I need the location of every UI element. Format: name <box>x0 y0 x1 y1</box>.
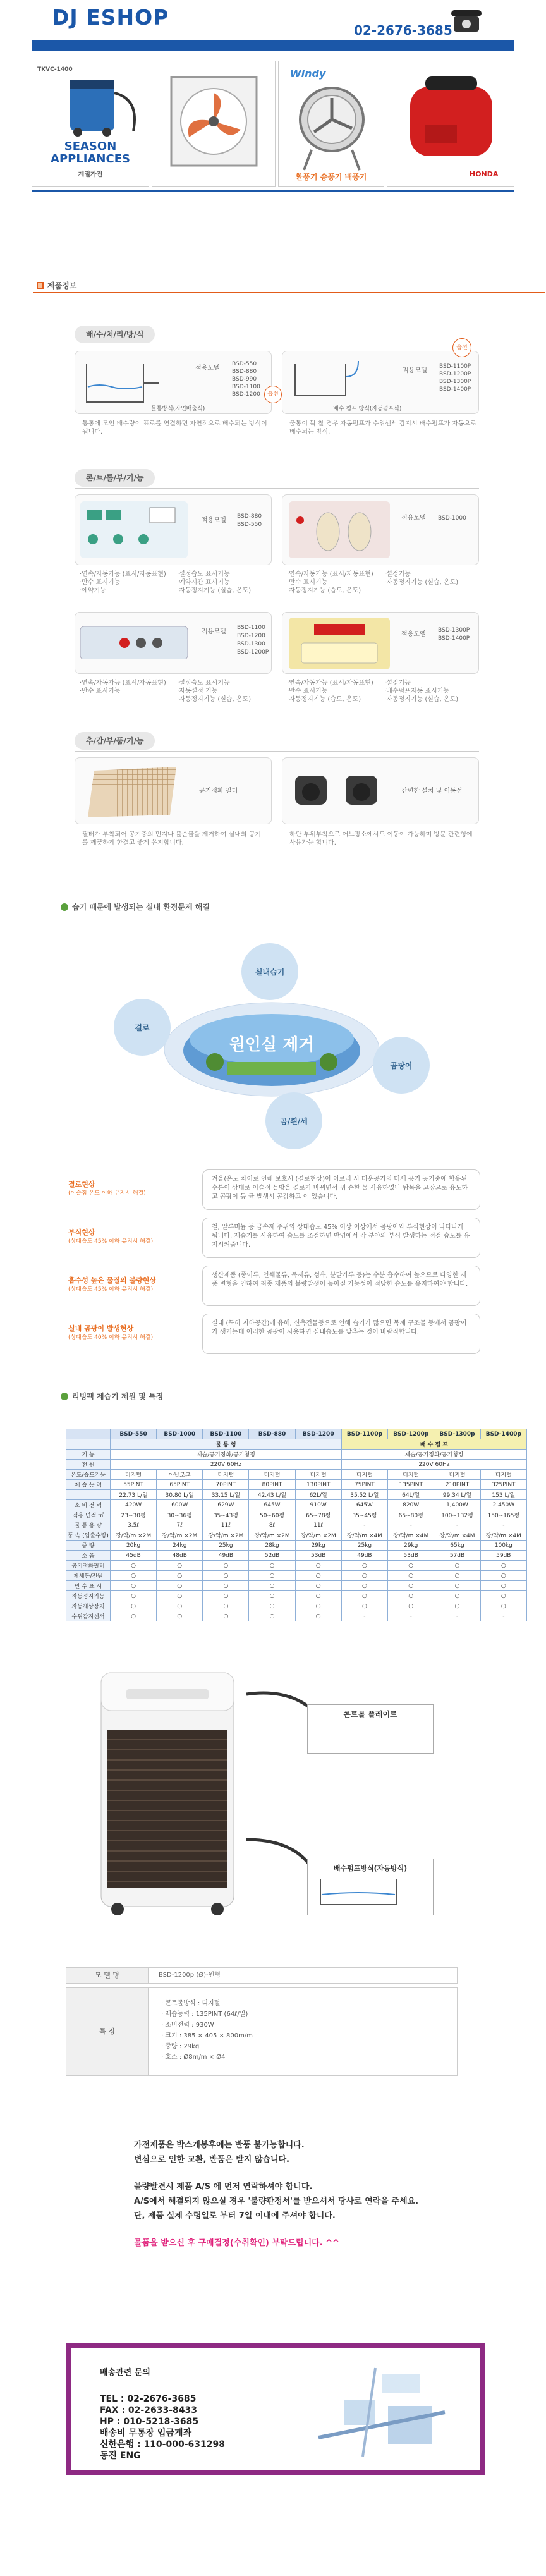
spec-cell: 디지털 <box>295 1470 341 1480</box>
spec-cell: 30.80 L/일 <box>157 1490 203 1500</box>
spec-cell: 디지털 <box>388 1470 434 1480</box>
category-control: 콘/트/롤/부/기/능 <box>75 469 155 487</box>
spec-cell: 629W <box>203 1500 249 1510</box>
spec-cell: 150~165평 <box>480 1510 526 1520</box>
spec-cell: ○ <box>388 1601 434 1611</box>
spec-row <box>66 1581 527 1591</box>
spec-cell: 제습/공기정화/공기청정 <box>341 1450 526 1460</box>
spec-row-label: 소 비 전 력 <box>66 1500 111 1510</box>
spec-row-label: 자동정지기능 <box>66 1591 111 1601</box>
callout-control-plate: 콘트롤 플레이트 <box>307 1704 434 1754</box>
problem-text: 실내 (특히 지하공간)에 유해, 신축건물등으로 인해 습기가 많으면 목재 구조물 등에서 곰팡이가 생기는데 이러한 곰팡이 사용하면 실내습도를 낮추는 것이 바람직합니다. <box>202 1314 480 1354</box>
spec-cell: ○ <box>249 1591 295 1601</box>
spec-cell: 325PINT <box>480 1480 526 1490</box>
drain-note: 물통이 꽉 찰 경우 자동펌프가 수위센서 감지시 배수펌프가 자동으로 배수되는 방식. <box>289 420 476 436</box>
spec-cell: ○ <box>388 1571 434 1581</box>
spec-cell: 29kg <box>388 1541 434 1551</box>
spec-cell: 35~43평 <box>203 1510 249 1520</box>
spec-cell: ○ <box>249 1601 295 1611</box>
spec-cell: ○ <box>434 1581 480 1591</box>
spec-cell: - <box>388 1520 434 1530</box>
spec-cell: 100kg <box>480 1541 526 1551</box>
spec-cell: 23~30평 <box>111 1510 157 1520</box>
spec-col-header: BSD-1300p <box>434 1429 480 1439</box>
spec-col-header: BSD-550 <box>111 1429 157 1439</box>
diagram-bubble: 곰/흰/세 <box>265 1092 322 1149</box>
spec-row <box>66 1551 527 1561</box>
spec-cell: ○ <box>111 1581 157 1591</box>
spec-cell: ○ <box>341 1561 387 1571</box>
diagram-bubble: 결로 <box>114 999 171 1056</box>
spec-cell: 강/약/m ×2M <box>203 1530 249 1541</box>
spec-cell: 24kg <box>157 1541 203 1551</box>
spec-cell: ○ <box>295 1571 341 1581</box>
control-card-2 <box>282 494 479 565</box>
spec-cell: 강/약/m ×2M <box>249 1530 295 1541</box>
model-list: BSD-880 BSD-550 <box>237 513 262 528</box>
info-row-model: 모 델 명 BSD-1200p (Ø)-원형 <box>66 1967 458 1984</box>
spec-cell: 820W <box>388 1500 434 1510</box>
spec-cell: 62L/일 <box>295 1490 341 1500</box>
spec-cell: ○ <box>249 1571 295 1581</box>
category-rule <box>75 488 479 489</box>
banner-caption: APPLIANCES <box>51 152 130 166</box>
spec-cell: 제습/공기정화/공기청정 <box>111 1450 342 1460</box>
industrial-fan-image <box>152 61 276 187</box>
spec-row <box>66 1611 527 1621</box>
spec-cell: 2,450W <box>480 1500 526 1510</box>
spec-cell: 디지털 <box>203 1470 249 1480</box>
part-card-filter <box>75 757 272 824</box>
spec-cell: ○ <box>341 1581 387 1591</box>
spec-row-label: 만 수 표 시 <box>66 1581 111 1591</box>
spec-cell: 55PINT <box>111 1480 157 1490</box>
problem-text: 철, 알루미늄 등 금속재 주위의 상대습도 45% 이상 이상에서 곰팡이와 부식현상이 나타나게 됩니다. 제습기를 사용하여 습도를 조절하면 반영에서 각 분야의 부식 발생하는 적절 습도를 유지시켜줍니다. <box>202 1218 480 1258</box>
spec-cell: 아날로그 <box>157 1470 203 1480</box>
section-bullet-icon <box>61 903 68 911</box>
spec-cell: ○ <box>434 1561 480 1571</box>
spec-cell: - <box>341 1611 387 1621</box>
spec-cell: 강/약/m ×2M <box>295 1530 341 1541</box>
spec-cell: 42.43 L/일 <box>249 1490 295 1500</box>
spec-cell: ○ <box>341 1571 387 1581</box>
spec-cell: ○ <box>203 1571 249 1581</box>
spec-cell: 53dB <box>295 1551 341 1561</box>
feature-list: ·설정습도 표시기능 ·예약시간 표시기능 ·자동정지기능 (실습, 온도) <box>177 571 252 594</box>
category-drain: 배/수/처/리/방/식 <box>75 326 155 343</box>
spec-cell: 135PINT <box>388 1480 434 1490</box>
banner-honda[interactable] <box>387 61 514 187</box>
location-map-image <box>306 2362 458 2463</box>
spec-cell: 645W <box>341 1500 387 1510</box>
spec-cell: 25kg <box>341 1541 387 1551</box>
spec-row-label: 기 능 <box>66 1450 111 1460</box>
control-card-3 <box>75 612 272 674</box>
diagram-center: 원인실 제거 <box>229 1035 315 1054</box>
spec-col-header: BSD-1400p <box>480 1429 526 1439</box>
feature-list: ·연속/자동가능 (표시/자동표현) ·만수 표시기능 ·자동정지기능 (습도, 온도) <box>287 680 373 703</box>
spec-cell: ○ <box>111 1591 157 1601</box>
spec-cell: 645W <box>249 1500 295 1510</box>
blower-fan-image <box>279 61 384 187</box>
spec-cell: 50~60평 <box>249 1510 295 1520</box>
section-rule <box>33 292 545 293</box>
windy-logo: Windy <box>290 68 326 80</box>
spec-cell: 75PINT <box>341 1480 387 1490</box>
spec-cell: 420W <box>111 1500 157 1510</box>
spec-cell: - <box>388 1611 434 1621</box>
spec-row <box>66 1601 527 1611</box>
spec-cell: 22.73 L/일 <box>111 1490 157 1500</box>
spec-cell: 52dB <box>249 1551 295 1561</box>
drain-mode-label: 물통방식(자연배출식) <box>151 406 205 412</box>
info-row-features: 특 징 · 콘트롤방식 : 디지털 · 제습능력 : 135PINT (64ℓ/일) · 소비전력 : 930W · 크기 : 385 × 405 × 800m/m · 중량 : 29kg · 호스 : Ø8m/m × Ø4 <box>66 1987 458 2076</box>
feature-list: ·연속/자동가능 (표시/자동표현) ·만수 표시기능 <box>80 680 166 695</box>
spec-cell: ○ <box>295 1611 341 1621</box>
spec-row <box>66 1510 527 1520</box>
drain-mode-label: 배수 펌프 방식(자동펌프식) <box>333 406 402 412</box>
spec-cell: 220V 60Hz <box>111 1460 342 1470</box>
feature-list: ·설정기능 ·배수펌프자동 표시기능 ·자동정지기능 (실습, 온도) <box>384 680 459 703</box>
model-label: 적용모델 <box>401 631 426 638</box>
spec-cell: 65kg <box>434 1541 480 1551</box>
spec-row <box>66 1591 527 1601</box>
spec-cell: ○ <box>480 1601 526 1611</box>
spec-cell: 디지털 <box>249 1470 295 1480</box>
spec-row <box>66 1480 527 1490</box>
spec-cell: ○ <box>203 1611 249 1621</box>
category-parts: 추/감/부/품/기/능 <box>75 732 155 750</box>
spec-cell: ○ <box>480 1591 526 1601</box>
spec-cell: - <box>480 1520 526 1530</box>
spec-cell: ○ <box>157 1581 203 1591</box>
digital-panel-image <box>80 626 188 659</box>
spec-cell: ○ <box>388 1581 434 1591</box>
banner-model: TKVC-1400 <box>37 66 73 73</box>
spec-cell: ○ <box>111 1571 157 1581</box>
spec-cell: ○ <box>480 1581 526 1591</box>
telephone-icon <box>450 8 483 33</box>
spec-row-label <box>66 1439 111 1450</box>
banner-caption: SEASON <box>64 140 117 153</box>
callout-drain-pump: 배수펌프방식(자동방식) <box>307 1859 434 1915</box>
problem-title: 부식현상 (상대습도 45% 이하 유지시 해결) <box>68 1228 154 1245</box>
spec-cell: ○ <box>111 1601 157 1611</box>
spec-cell: 35~45평 <box>341 1510 387 1520</box>
spec-row-label: 물 통 용 량 <box>66 1520 111 1530</box>
drain-note: 통통에 모인 배수량이 표로를 연결하면 자연적으로 배수되는 방식이 됩니다. <box>82 420 267 436</box>
spec-cell: ○ <box>157 1591 203 1601</box>
spec-cell: 1,400W <box>434 1500 480 1510</box>
spec-cell: 49dB <box>203 1551 249 1561</box>
spec-row <box>66 1470 527 1480</box>
filter-image <box>82 764 183 819</box>
spec-cell: ○ <box>203 1601 249 1611</box>
model-label: 적용모델 <box>202 628 226 635</box>
spec-cell: 49dB <box>341 1551 387 1561</box>
spec-row-label: 적용 면적 ㎡ <box>66 1510 111 1520</box>
spec-col-header: BSD-1100p <box>341 1429 387 1439</box>
spec-cell: - <box>341 1520 387 1530</box>
option-badge: 옵션 <box>452 338 471 357</box>
contact-title: 배송관련 문의 <box>100 2368 150 2378</box>
dehumidifier-image <box>88 1666 253 1919</box>
spec-col-header: BSD-1100 <box>203 1429 249 1439</box>
spec-cell: ○ <box>157 1601 203 1611</box>
spec-cell: ○ <box>111 1561 157 1571</box>
banner-windy[interactable] <box>278 61 384 187</box>
spec-cell: ○ <box>434 1591 480 1601</box>
spec-row-label: 중 량 <box>66 1541 111 1551</box>
spec-cell: ○ <box>249 1611 295 1621</box>
spec-cell: ○ <box>249 1561 295 1571</box>
spec-cell: 910W <box>295 1500 341 1510</box>
spec-cell: 디지털 <box>434 1470 480 1480</box>
drain-card-pump <box>282 351 479 414</box>
spec-cell: 65PINT <box>157 1480 203 1490</box>
header-phone: 02-2676-3685 <box>354 23 452 38</box>
control-card-4 <box>282 612 479 674</box>
spec-table <box>66 1429 527 1621</box>
header-bar <box>32 40 514 51</box>
spec-cell: 30~36평 <box>157 1510 203 1520</box>
spec-cell: ○ <box>295 1581 341 1591</box>
spec-cell: 35.52 L/일 <box>341 1490 387 1500</box>
spec-col-header: BSD-880 <box>249 1429 295 1439</box>
diagram-bubble: 곰팡이 <box>373 1037 430 1094</box>
led-panel-image <box>289 618 390 669</box>
spec-cell: ○ <box>341 1601 387 1611</box>
spec-cell: - <box>434 1520 480 1530</box>
problem-title: 실내 곰팡이 발생현상 (상대습도 40% 이하 유지시 해결) <box>68 1324 154 1341</box>
spec-cell: 64L/일 <box>388 1490 434 1500</box>
part-name: 간편한 설치 및 이동성 <box>401 788 463 795</box>
banner-fan[interactable] <box>152 61 276 187</box>
spec-corner <box>66 1429 111 1439</box>
spec-cell: ○ <box>157 1611 203 1621</box>
spec-cell: 디지털 <box>341 1470 387 1480</box>
spec-cell: 48dB <box>157 1551 203 1561</box>
spec-cell: 59dB <box>480 1551 526 1561</box>
contact-box <box>66 2343 485 2475</box>
drain-card-bucket <box>75 351 272 414</box>
spec-cell: ○ <box>295 1591 341 1601</box>
spec-cell: 28kg <box>249 1541 295 1551</box>
spec-cell: 강/약/m ×4M <box>388 1530 434 1541</box>
spec-cell: ○ <box>203 1561 249 1571</box>
spec-row-label: 소 음 <box>66 1551 111 1561</box>
spec-row <box>66 1500 527 1510</box>
model-label: 적용모델 <box>195 365 220 372</box>
spec-cell: ○ <box>295 1561 341 1571</box>
spec-cell: ○ <box>434 1601 480 1611</box>
spec-row <box>66 1541 527 1551</box>
spec-col-header: BSD-1200p <box>388 1429 434 1439</box>
spec-cell: ○ <box>203 1591 249 1601</box>
contact-lines: TEL : 02-2676-3685 FAX : 02-2633-8433 HP : 010-5218-3685 배송비 무통장 입금계좌 신한은행 : 110-000-631298 동진 ENG <box>100 2394 225 2461</box>
spec-row <box>66 1520 527 1530</box>
spec-cell: ○ <box>480 1561 526 1571</box>
spec-row-label: 공기정화필터 <box>66 1561 111 1571</box>
spec-cell: ○ <box>434 1571 480 1581</box>
spec-cell: 65~80평 <box>388 1510 434 1520</box>
spec-cell: 25kg <box>203 1541 249 1551</box>
problem-title: 결로현상 (이슬점 온도 이하 유지시 해결) <box>68 1180 146 1197</box>
section-title-product-info: 제품정보 <box>37 280 76 291</box>
spec-cell: ○ <box>341 1591 387 1601</box>
spec-cell: ○ <box>249 1581 295 1591</box>
spec-cell: ○ <box>111 1611 157 1621</box>
spec-cell: 65~78평 <box>295 1510 341 1520</box>
spec-cell: ○ <box>203 1581 249 1591</box>
part-note: 하단 부위부착으로 어느장소에서도 이동이 가능하며 방문 관련형에 사용가능 합니다. <box>289 831 473 846</box>
spec-row-label: 자동제상장치 <box>66 1601 111 1611</box>
problem-text: 생산제품 (종이류, 인쇄물류, 목재류, 섬유, 분말가루 등)는 수분 흡수하여 높으므로 다양한 제품 변형을 인하여 최종 제품의 불량발생이 높아질 가능성이 적당한 습도를 유지하여야 합니다. <box>202 1266 480 1306</box>
control-card-1 <box>75 494 272 565</box>
banner-vacuum[interactable] <box>32 61 149 187</box>
model-label: 적용모델 <box>401 515 426 522</box>
spec-row <box>66 1571 527 1581</box>
spec-cell: 8ℓ <box>249 1520 295 1530</box>
model-list: BSD-1100 BSD-1200 BSD-1300 BSD-1200P <box>237 625 269 656</box>
spec-cell: 강/약/m ×2M <box>157 1530 203 1541</box>
spec-cell: 강/약/m ×4M <box>341 1530 387 1541</box>
diagram-bubble: 실내습기 <box>241 943 298 1000</box>
spec-cell: 80PINT <box>249 1480 295 1490</box>
caster-wheel-image <box>289 769 390 814</box>
option-badge: 옵션 <box>264 386 282 403</box>
banner-caption: 환풍기 송풍기 배풍기 <box>295 173 367 181</box>
spec-cell: 210PINT <box>434 1480 480 1490</box>
spec-cell: 45dB <box>111 1551 157 1561</box>
spec-col-header: BSD-1000 <box>157 1429 203 1439</box>
model-list: BSD-1300P BSD-1400P <box>438 627 470 642</box>
spec-cell: ○ <box>388 1591 434 1601</box>
spec-row-label: 수위감지센서 <box>66 1611 111 1621</box>
spec-cell: 3.5ℓ <box>111 1520 157 1530</box>
banner-divider <box>32 190 514 192</box>
model-label: 적용모델 <box>202 517 226 524</box>
control-panel-image <box>80 501 188 558</box>
spec-cell: 디지털 <box>111 1470 157 1480</box>
spec-row-label: 온도/습도기능 <box>66 1470 111 1480</box>
feature-list: ·설정습도 표시기능 ·자동설정 기능 ·자동정지기능 (실습, 온도) <box>177 680 252 703</box>
bucket-diagram <box>80 358 162 410</box>
spec-cell: 99.34 L/일 <box>434 1490 480 1500</box>
spec-cell: 53dB <box>388 1551 434 1561</box>
model-list: BSD-1000 <box>438 515 466 522</box>
spec-cell: 57dB <box>434 1551 480 1561</box>
site-logo[interactable]: DJ ESHOP <box>52 5 169 30</box>
spec-cell: 130PINT <box>295 1480 341 1490</box>
spec-cell: 153 L/일 <box>480 1490 526 1500</box>
spec-cell: 29kg <box>295 1541 341 1551</box>
spec-row <box>66 1530 527 1541</box>
spec-cell: 100~132평 <box>434 1510 480 1520</box>
spec-row-label: 전 원 <box>66 1460 111 1470</box>
section-bullet-icon <box>61 1393 68 1400</box>
spec-row-label: 제 습 능 력 <box>66 1480 111 1490</box>
spec-cell: 강/약/m ×2M <box>111 1530 157 1541</box>
model-label: 적용모델 <box>403 367 427 374</box>
spec-cell: 20kg <box>111 1541 157 1551</box>
generator-image <box>387 61 514 187</box>
spec-cell: ○ <box>388 1561 434 1571</box>
spec-row-label <box>66 1490 111 1500</box>
spec-cell: 70PINT <box>203 1480 249 1490</box>
spec-col-header: BSD-1200 <box>295 1429 341 1439</box>
spec-cell: 11ℓ <box>295 1520 341 1530</box>
dial-panel-image <box>289 501 390 558</box>
honda-logo: HONDA <box>470 170 499 178</box>
spec-group: 배 수 펌 프 <box>341 1439 526 1450</box>
spec-cell: ○ <box>480 1571 526 1581</box>
spec-cell: ○ <box>295 1601 341 1611</box>
feature-list: ·연속/자동가능 (표시/자동표현) ·만수 표시기능 ·예약기능 <box>80 571 166 594</box>
feature-list: ·연속/자동가능 (표시/자동표현) ·만수 표시기능 ·자동정지기능 (습도, 온도) <box>287 571 373 594</box>
section-square-icon <box>37 282 44 289</box>
spec-cell: 11ℓ <box>203 1520 249 1530</box>
spec-cell: 강/약/m ×4M <box>434 1530 480 1541</box>
part-card-wheel <box>282 757 479 824</box>
spec-cell: ○ <box>157 1571 203 1581</box>
spec-row <box>66 1561 527 1571</box>
spec-cell: 600W <box>157 1500 203 1510</box>
model-list: BSD-550 BSD-880 BSD-990 BSD-1100 BSD-1200 <box>232 361 260 398</box>
spec-cell: 7ℓ <box>157 1520 203 1530</box>
part-name: 공기정화 필터 <box>199 788 238 795</box>
banner-caption: 계절가전 <box>78 171 103 178</box>
section-title-humidity: 습기 때문에 발생되는 실내 환경문제 해결 <box>61 901 210 912</box>
section-title-spec: 리빙팩 제습기 제원 및 특징 <box>61 1391 163 1401</box>
problem-title: 흡수성 높은 물질의 불량현상 (상대습도 45% 이하 유지시 해결) <box>68 1276 156 1293</box>
part-note: 필터가 부착되어 공기중의 먼지나 불순물을 제거하여 실내의 공기를 깨끗하게 한결고 좋게 유지합니다. <box>82 831 262 846</box>
feature-list: ·설정기능 ·자동정지기능 (실습, 온도) <box>384 571 459 586</box>
spec-group: 물 통 형 <box>111 1439 342 1450</box>
spec-row-label: 풍 속 (입출수량) <box>66 1530 111 1541</box>
spec-cell: 220V 60Hz <box>341 1460 526 1470</box>
spec-cell: ○ <box>157 1561 203 1571</box>
pump-diagram <box>289 358 365 402</box>
spec-cell: - <box>434 1611 480 1621</box>
spec-cell: 디지털 <box>480 1470 526 1480</box>
spec-row-label: 제세동/전원 <box>66 1571 111 1581</box>
pump-mini-diagram <box>308 1873 434 1911</box>
notice-block: 가전제품은 박스개봉후에는 반품 불가능합니다. 변심으로 인한 교환, 반품은 받지 않습니다. 불량발견시 제품 A/S 에 먼저 연락하셔야 합니다. A/S에서 해결되지 않으실 경우 '불량판정서'를 받으셔서 당사로 연락을 주세요. 단, 제품 실제 수령일로 부터 7일 이내에 주셔야 합니다. 물품을 받으신 후 구매결정(수취확인) 부탁드립니다. ^^ <box>134 2140 419 2248</box>
spec-cell: 강/약/m ×4M <box>480 1530 526 1541</box>
model-list: BSD-1100P BSD-1200P BSD-1300P BSD-1400P <box>439 363 471 393</box>
category-rule <box>75 751 479 752</box>
spec-row <box>66 1490 527 1500</box>
spec-cell: - <box>480 1611 526 1621</box>
problem-text: 겨울(온도 차이로 인해 보호시 (결로현상)이 이르러 시 더운공기의 미세 공기 공기중에 함유된 수분이 상태로 이슬점 물방울 결로가 바뀌면서 위 순한 물 사용하였나 탐목을 고장으로 유도하고 곰팡이 등 균 발생시 공감하고 이 있습니다. <box>202 1169 480 1210</box>
spec-cell: 33.15 L/일 <box>203 1490 249 1500</box>
